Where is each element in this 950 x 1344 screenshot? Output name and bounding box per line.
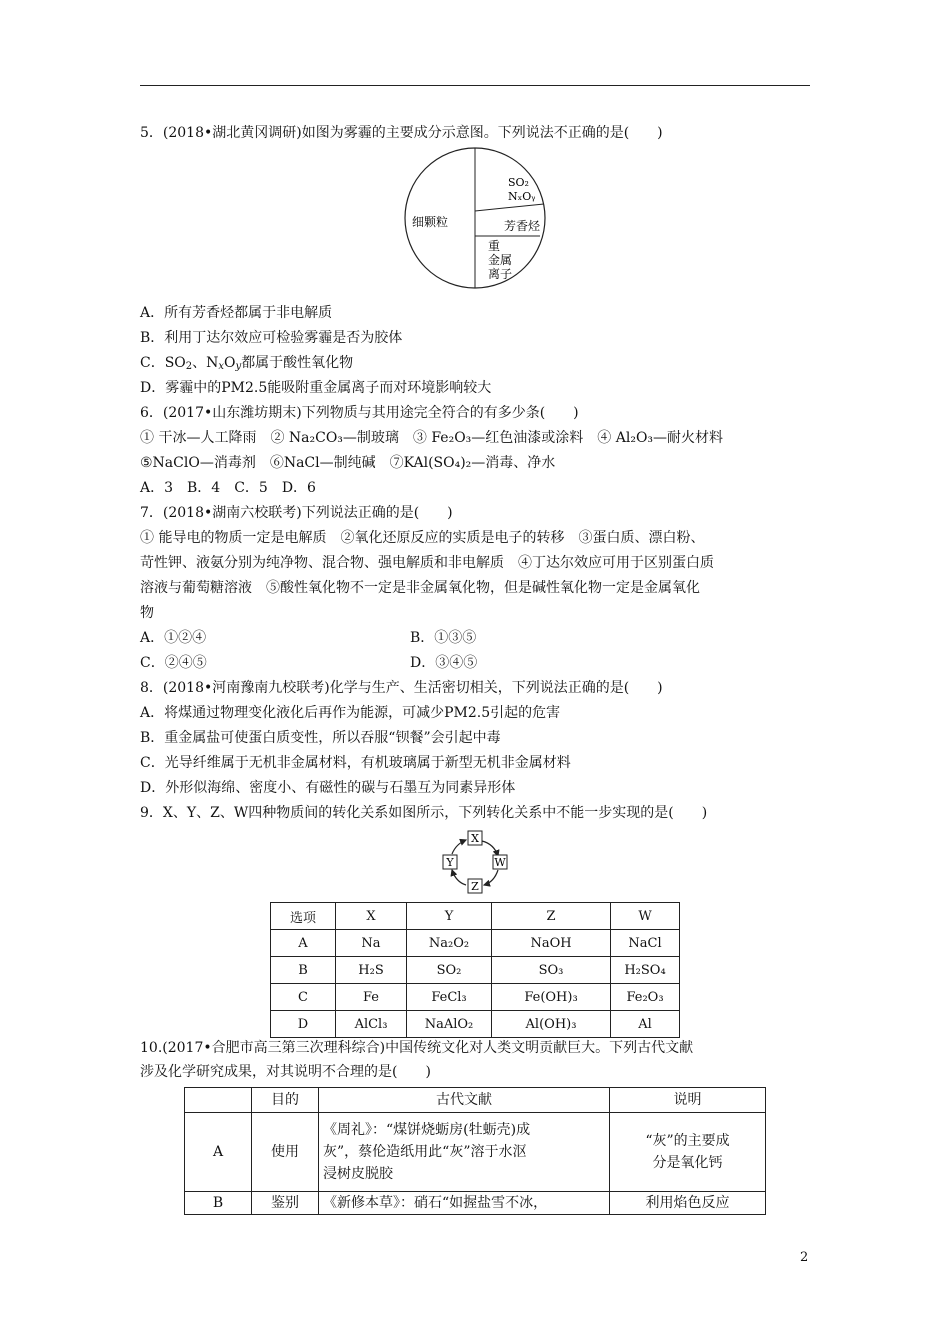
table-cell: D (271, 1011, 336, 1038)
q7-option-a: A．①②④ (140, 630, 207, 646)
q7-stem: 7．(2018•湖南六校联考)下列说法正确的是( ) (140, 505, 453, 521)
table-cell: NaAlO₂ (407, 1011, 492, 1038)
table-cell: 鉴别 (252, 1192, 319, 1215)
q7-text-line2: 苛性钾、液氨分别为纯净物、混合物、强电解质和非电解质 ④丁达尔效应可用于区别蛋白质 (140, 555, 714, 571)
pie-label-metal-2: 金属 (488, 253, 513, 267)
table-row (271, 1011, 680, 1038)
table-cell: NaCl (611, 930, 680, 957)
q5-option-c: C．$SO_2$、NxOy都属于酸性氧化物 (140, 355, 354, 372)
table-cell: C (271, 984, 336, 1011)
arrow-w-to-z (484, 870, 498, 885)
page-number: 2 (800, 1250, 809, 1265)
q6-stem: 6．(2017•山东潍坊期末)下列物质与其用途完全符合的有多少条( ) (140, 405, 579, 421)
table-cell: Fe(OH)₃ (492, 984, 611, 1011)
table-cell: 使用 (252, 1113, 319, 1192)
table-row (185, 1192, 766, 1215)
table-row (185, 1113, 766, 1192)
node-w-label: W (494, 856, 506, 869)
table-header-row (185, 1088, 766, 1113)
header-cell: Z (492, 903, 611, 930)
header-cell: 说明 (610, 1088, 766, 1113)
header-cell: X (336, 903, 407, 930)
q5-option-b: B．利用丁达尔效应可检验雾霾是否为胶体 (140, 330, 403, 346)
pie-label-fine-particles: 细颗粒 (412, 215, 449, 229)
header-cell (185, 1088, 252, 1113)
q8-option-b: B．重金属盐可使蛋白质变性，所以吞服“钡餐”会引起中毒 (140, 730, 501, 746)
note-line: 分是氧化钙 (652, 1155, 723, 1171)
q6-items-line2: ⑤NaClO—消毒剂 ⑥NaCl—制纯碱 ⑦KAl(SO₄)₂—消毒、净水 (140, 455, 556, 471)
table-cell: NaOH (492, 930, 611, 957)
q8-option-a: A．将煤通过物理变化液化后再作为能源，可减少PM2.5引起的危害 (140, 705, 561, 721)
q9-stem: 9．X、Y、Z、W四种物质间的转化关系如图所示，下列转化关系中不能一步实现的是( ) (140, 805, 708, 821)
q7-text-line3: 溶液与葡萄糖溶液 ⑤酸性氧化物不一定是非金属氧化物，但是碱性氧化物一定是金属氧化 (140, 580, 700, 596)
pie-label-metal-3: 离子 (488, 267, 513, 281)
q6-options: A．3 B．4 C．5 D．6 (140, 480, 316, 496)
pie-divider-mid (475, 204, 544, 211)
pie-label-aromatic: 芳香烃 (504, 219, 541, 233)
arrow-z-to-y (452, 870, 466, 885)
table-cell: B (271, 957, 336, 984)
pie-label-nxoy: NₓOᵧ (508, 190, 536, 203)
table-cell: Na₂O₂ (407, 930, 492, 957)
literature-line: 浸树皮脱胶 (323, 1166, 393, 1182)
pie-label-so2: SO₂ (508, 176, 529, 189)
q10-stem-line2: 涉及化学研究成果，对其说明不合理的是( ) (140, 1064, 431, 1080)
q10-stem-line1: 10.(2017•合肥市高三第三次理科综合)中国传统文化对人类文明贡献巨大。下列古代文献 (140, 1040, 694, 1056)
table-cell: H₂S (336, 957, 407, 984)
q9-options-table (270, 902, 680, 1038)
header-rule (140, 85, 810, 86)
header-cell: 古代文献 (319, 1088, 610, 1113)
q5-option-d: D．雾霾中的PM2.5能吸附重金属离子而对环境影响较大 (140, 380, 492, 396)
table-cell: A (185, 1113, 252, 1192)
q7-text-line4: 物 (140, 605, 154, 621)
arrow-x-to-w (482, 841, 498, 856)
q5-option-a: A．所有芳香烃都属于非电解质 (140, 305, 333, 321)
arrow-y-to-x (452, 840, 466, 854)
table-header-row (271, 903, 680, 930)
q10-literature-table (184, 1087, 766, 1215)
table-row (271, 930, 680, 957)
table-cell: SO₃ (492, 957, 611, 984)
table-cell: H₂SO₄ (611, 957, 680, 984)
table-cell: A (271, 930, 336, 957)
table-cell: B (185, 1192, 252, 1215)
q7-option-b: B．①③⑤ (410, 630, 477, 646)
table-cell: Fe₂O₃ (611, 984, 680, 1011)
note-line: “灰”的主要成 (645, 1133, 730, 1149)
table-cell: Al(OH)₃ (492, 1011, 611, 1038)
table-cell: Al (611, 1011, 680, 1038)
q7-option-c: C．②④⑤ (140, 655, 207, 671)
header-cell: Y (407, 903, 492, 930)
table-cell: Fe (336, 984, 407, 1011)
table-cell: Na (336, 930, 407, 957)
node-x-label: X (471, 832, 479, 845)
smog-composition-pie (400, 146, 550, 291)
conversion-cycle-diagram (438, 828, 512, 896)
table-row (271, 957, 680, 984)
literature-line: 《周礼》：“煤饼烧蛎房(牡蛎壳)成 (323, 1122, 531, 1138)
table-row (271, 984, 680, 1011)
table-cell: 《新修本草》：硝石“如握盐雪不冰， (319, 1192, 610, 1215)
q8-option-c: C．光导纤维属于无机非金属材料，有机玻璃属于新型无机非金属材料 (140, 755, 571, 771)
table-cell (319, 1113, 610, 1192)
node-y-label: Y (446, 856, 454, 869)
header-cell: 选项 (271, 903, 336, 930)
header-cell: 目的 (252, 1088, 319, 1113)
table-cell: 利用焰色反应 (610, 1192, 766, 1215)
table-cell: AlCl₃ (336, 1011, 407, 1038)
header-cell: W (611, 903, 680, 930)
table-cell: FeCl₃ (407, 984, 492, 1011)
q7-option-d: D．③④⑤ (410, 655, 478, 671)
node-z-label: Z (471, 880, 479, 893)
q8-option-d: D．外形似海绵、密度小、有磁性的碳与石墨互为同素异形体 (140, 780, 516, 796)
q6-items-line1: ① 干冰—人工降雨 ② Na₂CO₃—制玻璃 ③ Fe₂O₃—红色油漆或涂料 ④ Al₂O₃—耐火材料 (140, 430, 724, 446)
q7-text-line1: ① 能导电的物质一定是电解质 ②氧化还原反应的实质是电子的转移 ③蛋白质、漂白粉、 (140, 530, 705, 546)
table-cell: SO₂ (407, 957, 492, 984)
q5-stem: 5．(2018•湖北黄冈调研)如图为雾霾的主要成分示意图。下列说法不正确的是( ) (140, 125, 663, 141)
q8-stem: 8．(2018•河南豫南九校联考)化学与生产、生活密切相关，下列说法正确的是( ) (140, 680, 663, 696)
table-cell (610, 1113, 766, 1192)
literature-line: 灰”，蔡伦造纸用此“灰”溶于水沤 (323, 1144, 527, 1160)
pie-label-metal-1: 重 (488, 239, 501, 253)
